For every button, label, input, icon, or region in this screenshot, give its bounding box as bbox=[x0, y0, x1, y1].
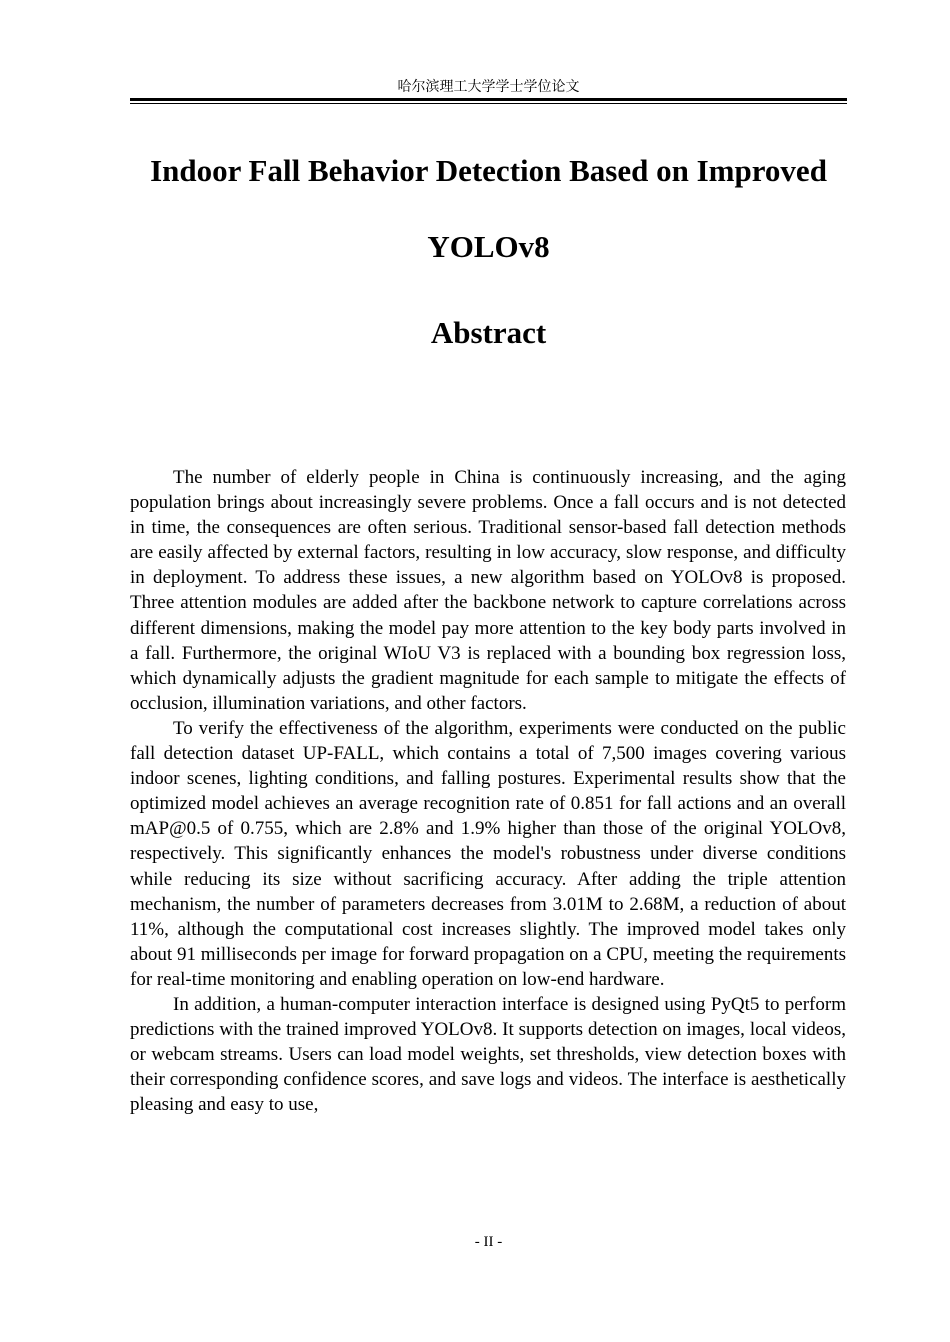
thesis-title-line-2: YOLOv8 bbox=[427, 229, 550, 264]
header-rule-thick bbox=[130, 98, 847, 101]
running-header: 哈尔滨理工大学学士学位论文 bbox=[397, 80, 580, 95]
header-rule-thin bbox=[130, 103, 847, 104]
abstract-body bbox=[130, 465, 846, 1117]
thesis-title-line-1: Indoor Fall Behavior Detection Based on Improved bbox=[150, 153, 827, 188]
abstract-paragraph-2: To verify the effectiveness of the algorithm, experiments were conducted on the public fall detection dataset UP-FALL, which contains a total of 7,500 images covering various indoor scenes, lighting conditions, and falling postures. Experimental results show that the optimized model achieves an average recognition rate of 0.851 for fall actions and an overall mAP@0.5 of 0.755, which are 2.8% and 1.9% higher than those of the original YOLOv8, respectively. This significantly enhances the model's robustness under diverse conditions while reducing its size without sacrificing accuracy. After adding the triple attention mechanism, the number of parameters decreases from 3.01M to 2.68M, a reduction of about 11%, although the computational cost increases slightly. The improved model takes only about 91 milliseconds per image for forward propagation on a CPU, meeting the requirements for real-time monitoring and enabling operation on low-end hardware. bbox=[130, 717, 846, 990]
abstract-paragraph-3: In addition, a human-computer interaction interface is designed using PyQt5 to perform predictions with the trained improved YOLOv8. It supports detection on images, local videos, or webcam streams. Users can load model weights, set thresholds, view detection boxes with their corresponding confidence scores, and save logs and videos. The interface is aesthetically pleasing and easy to use, bbox=[130, 993, 846, 1116]
abstract-paragraph-1: The number of elderly people in China is continuously increasing, and the aging population brings about increasingly severe problems. Once a fall occurs and is not detected in time, the consequences are often serious. Traditional sensor-based fall detection methods are easily affected by external factors, resulting in low accuracy, slow response, and difficulty in deployment. To address these issues, a new algorithm based on YOLOv8 is proposed. Three attention modules are added after the backbone network to capture correlations across different dimensions, making the model pay more attention to the key body parts involved in a fall. Furthermore, the original WIoU V3 is replaced with a bounding box regression loss, which dynamically adjusts the gradient magnitude for each sample to mitigate the effects of occlusion, illumination variations, and other factors. bbox=[130, 467, 846, 714]
page-number: - II - bbox=[474, 1234, 503, 1250]
section-heading-abstract: Abstract bbox=[430, 315, 547, 350]
